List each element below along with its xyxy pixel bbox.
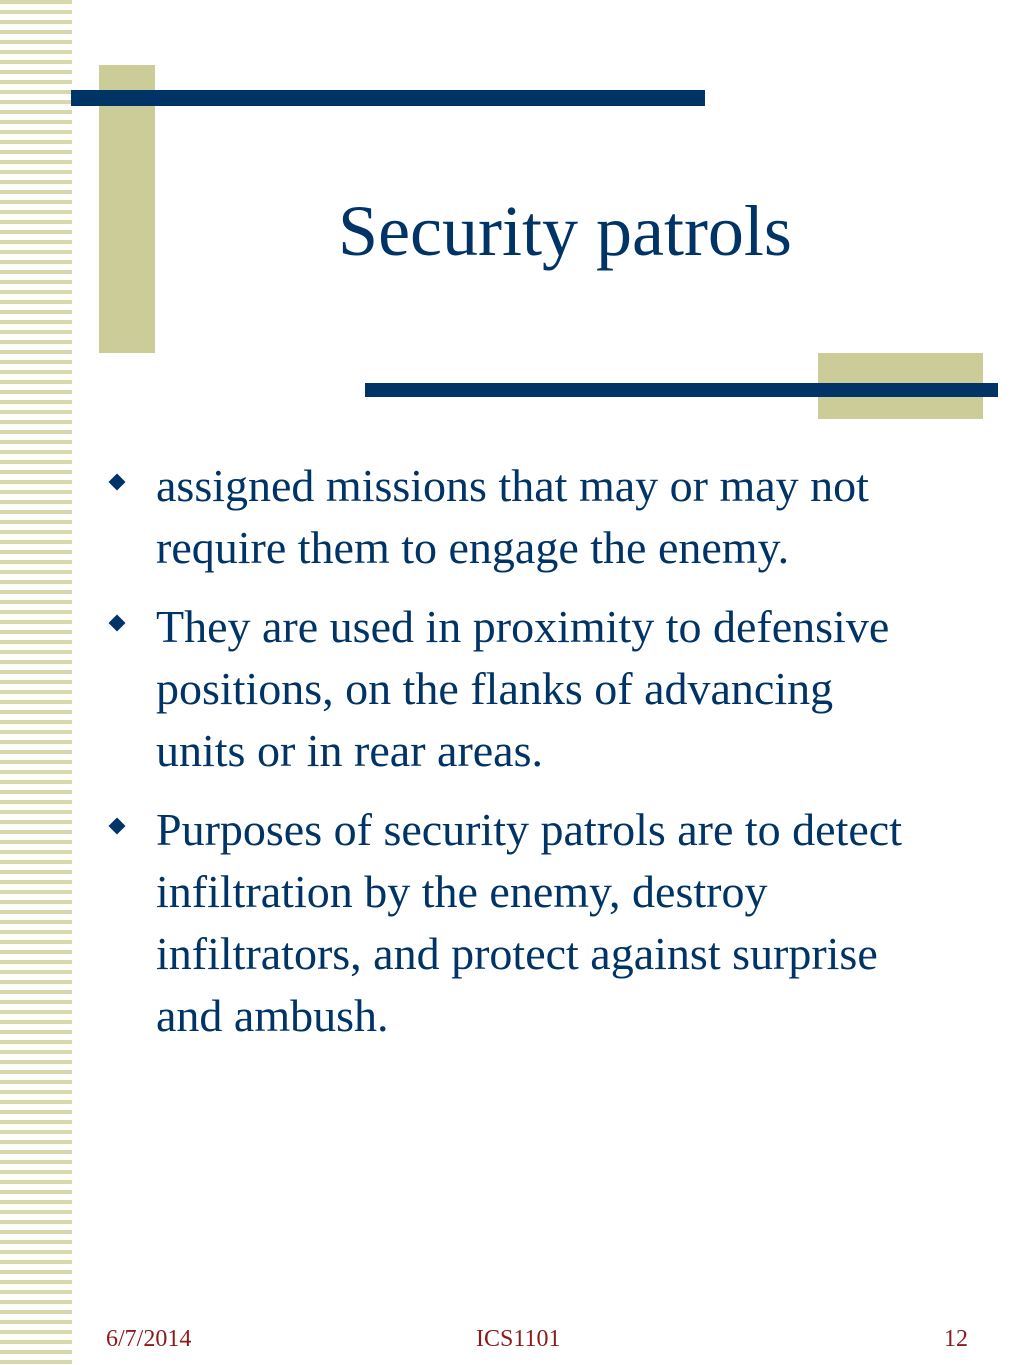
bullet-item (105, 455, 925, 579)
footer-page-number: 12 (944, 1326, 968, 1352)
footer-course-code: ICS1101 (476, 1326, 561, 1352)
bullet-text: assigned missions that may or may not require them to engage the enemy. (156, 460, 869, 573)
bullet-item (105, 799, 925, 1047)
bullet-list (105, 455, 925, 1064)
diamond-bullet-icon (109, 474, 126, 491)
bullet-text: Purposes of security patrols are to detect infiltration by the enemy, destroy infiltrators, and protect against surprise and ambush. (156, 804, 902, 1041)
accent-block-top-left (99, 65, 155, 353)
bullet-item (105, 596, 925, 782)
diamond-bullet-icon (109, 615, 126, 632)
title-rule-bottom (365, 383, 998, 397)
title-rule-top (71, 90, 705, 106)
footer-date: 6/7/2014 (106, 1326, 192, 1352)
decorative-stripe-band (0, 0, 72, 1365)
slide-title: Security patrols (338, 191, 792, 271)
diamond-bullet-icon (109, 818, 126, 835)
bullet-text: They are used in proximity to defensive positions, on the flanks of advancing units or in rear areas. (156, 601, 890, 776)
